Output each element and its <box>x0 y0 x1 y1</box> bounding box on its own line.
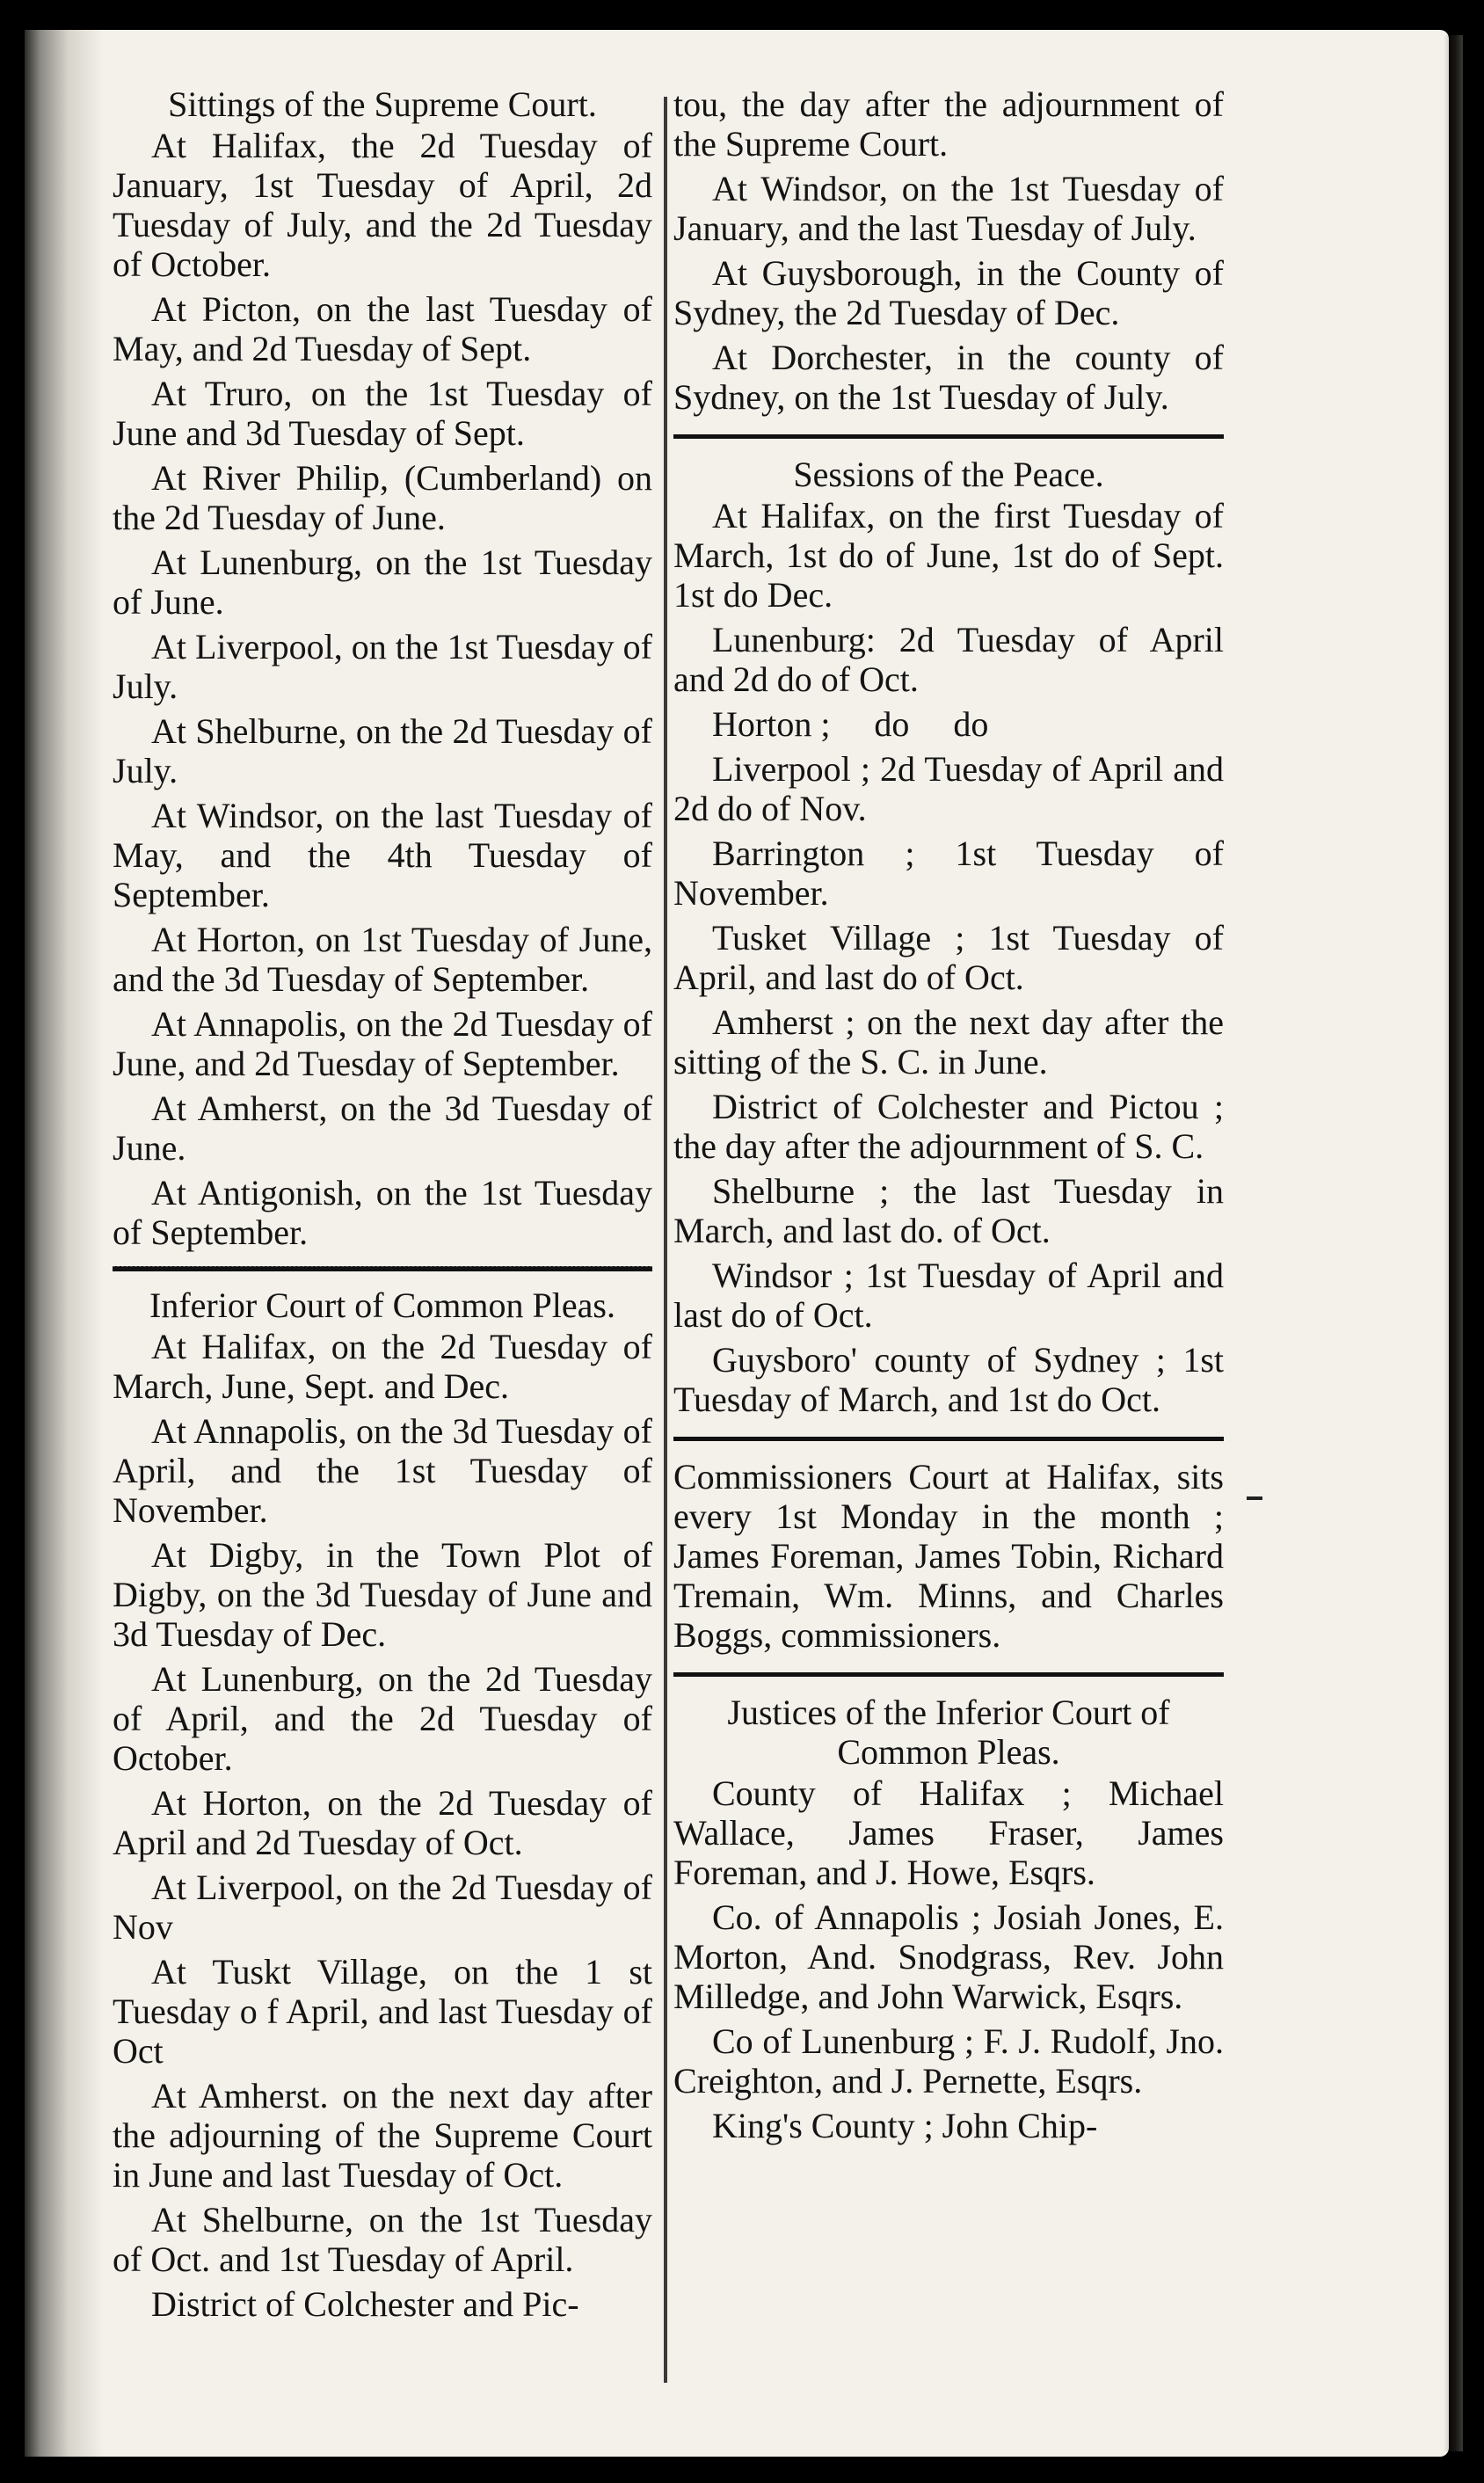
supreme-court-entry: At Annapolis, on the 2d Tuesday of June, and 2d Tuesday of September. <box>113 1004 652 1083</box>
inferior-court-entry: District of Colchester and Pic- <box>151 2284 579 2324</box>
justices-entry: County of Halifax ; Michael Wallace, James Fraser, James Foreman, and J. Howe, Esqrs. <box>673 1773 1224 1892</box>
section-rule <box>673 1437 1224 1441</box>
inferior-court-entry: At Tuskt Village, on the 1 st Tuesday o f April, and last Tuesday of Oct <box>113 1952 652 2071</box>
section-rule <box>673 434 1224 439</box>
supreme-court-entry: At Windsor, on the last Tuesday of May, and the 4th Tuesday of September. <box>113 796 652 914</box>
section-rule <box>673 1672 1224 1677</box>
sessions-entry: At Halifax, on the first Tuesday of March, 1st do of June, 1st do of Sept. 1st do Dec. <box>673 496 1224 615</box>
inferior-court-entry: At Lunenburg, on the 2d Tuesday of April, and the 2d Tuesday of October. <box>113 1659 652 1778</box>
justices-entry: Co. of Annapolis ; Josiah Jones, E. Morton, And. Snodgrass, Rev. John Milledge, and John Warwick, Esqrs. <box>673 1897 1224 2016</box>
sessions-entry: Windsor ; 1st Tuesday of April and last do of Oct. <box>673 1256 1224 1335</box>
supreme-court-entry: At River Philip, (Cumberland) on the 2d Tuesday of June. <box>113 458 652 537</box>
margin-mark <box>1247 1496 1262 1500</box>
inferior-court-entry: At Shelburne, on the 1st Tuesday of Oct. and 1st Tuesday of April. <box>113 2200 652 2279</box>
justices-heading: Justices of the Inferior Court of Common Pleas. <box>727 1693 1170 1772</box>
page-binding-shadow <box>25 30 104 2457</box>
commissioners-court-text: Commissioners Court at Halifax, sits every 1st Monday in the month ; James Foreman, James Tobin, Richard Tremain, Wm. Minns, and Charles Boggs, commissioners. <box>673 1457 1224 1655</box>
sessions-entry: Barrington ; 1st Tuesday of November. <box>673 834 1224 913</box>
sessions-entry: Liverpool ; 2d Tuesday of April and 2d do of Nov. <box>673 749 1224 828</box>
section-rule <box>113 1266 652 1271</box>
supreme-court-entry: At Lunenburg, on the 1st Tuesday of June. <box>113 542 652 622</box>
continued-entry: At Windsor, on the 1st Tuesday of January, and the last Tuesday of July. <box>673 169 1224 248</box>
justices-entry: King's County ; John Chip- <box>712 2106 1098 2145</box>
inferior-court-heading: Inferior Court of Common Pleas. <box>149 1285 615 1325</box>
right-column <box>673 84 1224 2151</box>
sessions-entry: Lunenburg: 2d Tuesday of April and 2d do of Oct. <box>673 620 1224 699</box>
inferior-court-entry: At Halifax, on the 2d Tuesday of March, June, Sept. and Dec. <box>113 1327 652 1406</box>
left-column <box>113 84 652 2329</box>
column-divider <box>664 97 667 2383</box>
inferior-court-entry: At Digby, in the Town Plot of Digby, on the 3d Tuesday of June and 3d Tuesday of Dec. <box>113 1535 652 1654</box>
continued-entry: tou, the day after the adjournment of the Supreme Court. <box>673 84 1224 164</box>
page-edge-shadow <box>1444 35 1463 2451</box>
inferior-court-entry: At Liverpool, on the 2d Tuesday of Nov <box>113 1868 652 1947</box>
supreme-court-entry: At Shelburne, on the 2d Tuesday of July. <box>113 711 652 790</box>
sessions-heading: Sessions of the Peace. <box>793 455 1104 494</box>
continued-entry: At Dorchester, in the county of Sydney, on the 1st Tuesday of July. <box>673 338 1224 417</box>
supreme-court-entry: At Horton, on 1st Tuesday of June, and the 3d Tuesday of September. <box>113 920 652 999</box>
sessions-entry: Tusket Village ; 1st Tuesday of April, and last do of Oct. <box>673 918 1224 997</box>
supreme-court-entry: At Truro, on the 1st Tuesday of June and 3d Tuesday of Sept. <box>113 374 652 453</box>
continued-entry: At Guysborough, in the County of Sydney, the 2d Tuesday of Dec. <box>673 253 1224 332</box>
supreme-court-entry: At Liverpool, on the 1st Tuesday of July. <box>113 627 652 706</box>
inferior-court-entry: At Amherst. on the next day after the adjourning of the Supreme Court in June and last Tuesday of Oct. <box>113 2076 652 2195</box>
sessions-entry: Horton ; do do <box>712 704 989 744</box>
supreme-court-heading: Sittings of the Supreme Court. <box>168 84 597 124</box>
sessions-entry: Amherst ; on the next day after the sitting of the S. C. in June. <box>673 1002 1224 1081</box>
inferior-court-entry: At Annapolis, on the 3d Tuesday of April, and the 1st Tuesday of November. <box>113 1411 652 1530</box>
sessions-entry: District of Colchester and Pictou ; the day after the adjournment of S. C. <box>673 1087 1224 1166</box>
supreme-court-entry: At Picton, on the last Tuesday of May, and 2d Tuesday of Sept. <box>113 289 652 368</box>
sessions-entry: Guysboro' county of Sydney ; 1st Tuesday of March, and 1st do Oct. <box>673 1340 1224 1419</box>
inferior-court-entry: At Horton, on the 2d Tuesday of April and 2d Tuesday of Oct. <box>113 1783 652 1862</box>
supreme-court-entry: At Antigonish, on the 1st Tuesday of September. <box>113 1173 652 1252</box>
supreme-court-entry: At Halifax, the 2d Tuesday of January, 1st Tuesday of April, 2d Tuesday of July, and the 2d Tuesday of October. <box>113 126 652 284</box>
supreme-court-entry: At Amherst, on the 3d Tuesday of June. <box>113 1089 652 1168</box>
sessions-entry: Shelburne ; the last Tuesday in March, and last do. of Oct. <box>673 1171 1224 1250</box>
justices-entry: Co of Lunenburg ; F. J. Rudolf, Jno. Creighton, and J. Pernette, Esqrs. <box>673 2021 1224 2101</box>
